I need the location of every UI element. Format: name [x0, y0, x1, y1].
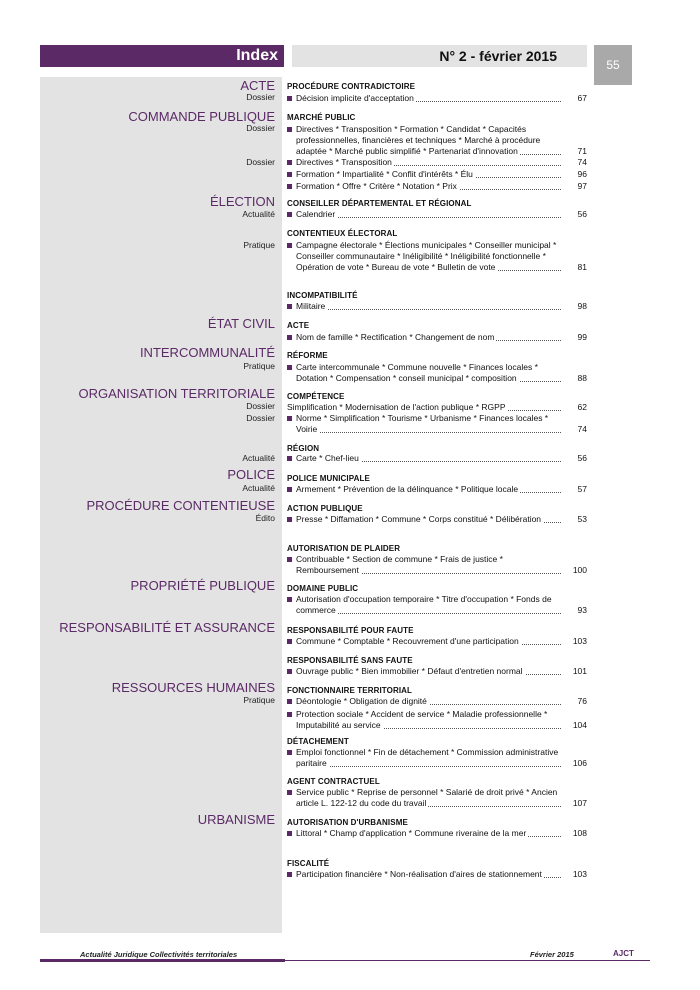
index-entry[interactable]: Service public * Reprise de personnel * Salarié de droit privé * Ancien article L. 122-12 du code du travail 107 — [287, 787, 587, 809]
footer-journal: Actualité Juridique Collectivités territoriales — [80, 950, 238, 959]
page-number: 55 — [594, 45, 632, 85]
category-label: RÉGION — [287, 444, 320, 453]
issue-label: N° 2 - février 2015 — [292, 45, 587, 67]
section-heading: ÉLECTION — [209, 194, 275, 209]
index-entry[interactable]: Norme * Simplification * Tourisme * Urbanisme * Finances locales * Voirie 74 — [287, 413, 587, 435]
section-subtitle: Pratique — [243, 240, 275, 250]
footer-brand: AJCT — [613, 949, 634, 958]
category-label: MARCHÉ PUBLIC — [287, 113, 356, 122]
section-heading: RESSOURCES HUMAINES — [111, 680, 275, 695]
section-heading: RESPONSABILITÉ ET ASSURANCE — [59, 620, 275, 635]
section-subtitle: Actualité — [242, 453, 275, 463]
category-label: RÉFORME — [287, 351, 328, 360]
index-entry[interactable]: Protection sociale * Accident de service * Maladie professionnelle * Imputabilité au service 104 — [287, 709, 587, 731]
category-label: ACTE — [287, 321, 310, 330]
index-entry[interactable]: Littoral * Champ d'application * Commune riveraine de la mer 108 — [287, 828, 587, 839]
category-label: DÉTACHEMENT — [287, 737, 349, 746]
footer-rule — [40, 959, 285, 962]
category-label: AGENT CONTRACTUEL — [287, 777, 380, 786]
section-heading: ACTE — [240, 78, 275, 93]
index-entry[interactable]: Formation * Offre * Critère * Notation * Prix 97 — [287, 181, 587, 192]
section-subtitle: Dossier — [246, 123, 275, 133]
index-entry[interactable]: Presse * Diffamation * Commune * Corps constitué * Délibération 53 — [287, 514, 587, 525]
category-label: ACTION PUBLIQUE — [287, 504, 363, 513]
index-entry[interactable]: Militaire 98 — [287, 301, 587, 312]
section-subtitle: Pratique — [243, 361, 275, 371]
index-entry[interactable]: Simplification * Modernisation de l'action publique * RGPP 62 — [287, 402, 587, 412]
section-heading: ORGANISATION TERRITORIALE — [78, 386, 275, 401]
index-entry[interactable]: Armement * Prévention de la délinquance * Politique locale 57 — [287, 484, 587, 495]
index-entry[interactable]: Directives * Transposition * Formation * Candidat * Capacités professionnelles, financières et techniques * Marché à procédure adaptée * Marché public simplifié * Partenariat d'innovation 71 — [287, 124, 587, 157]
section-heading: URBANISME — [197, 812, 275, 827]
footer-date: Février 2015 — [530, 950, 574, 959]
category-label: RESPONSABILITÉ POUR FAUTE — [287, 626, 414, 635]
category-label: RESPONSABILITÉ SANS FAUTE — [287, 656, 413, 665]
index-entry[interactable]: Autorisation d'occupation temporaire * Titre d'occupation * Fonds de commerce 93 — [287, 594, 587, 616]
category-label: INCOMPATIBILITÉ — [287, 291, 358, 300]
index-entry[interactable]: Ouvrage public * Bien immobilier * Défaut d'entretien normal 101 — [287, 666, 587, 677]
index-entry[interactable]: Commune * Comptable * Recouvrement d'une participation 103 — [287, 636, 587, 647]
section-heading: COMMANDE PUBLIQUE — [128, 109, 275, 124]
category-label: CONSEILLER DÉPARTEMENTAL ET RÉGIONAL — [287, 199, 472, 208]
index-entry[interactable]: Formation * Impartialité * Conflit d'intérêts * Élu 96 — [287, 169, 587, 180]
index-entry[interactable]: Emploi fonctionnel * Fin de détachement * Commission administrative paritaire 106 — [287, 747, 587, 769]
index-entry[interactable]: Déontologie * Obligation de dignité 76 — [287, 696, 587, 707]
index-entry[interactable]: Décision implicite d'acceptation 67 — [287, 93, 587, 104]
section-heading: ÉTAT CIVIL — [207, 316, 275, 331]
index-title: Index — [40, 45, 284, 67]
index-entry[interactable]: Calendrier 56 — [287, 209, 587, 220]
category-label: PROCÉDURE CONTRADICTOIRE — [287, 82, 416, 91]
index-entry[interactable]: Carte * Chef-lieu 56 — [287, 453, 587, 464]
category-label: AUTORISATION DE PLAIDER — [287, 544, 401, 553]
index-entry[interactable]: Participation financière * Non-réalisation d'aires de stationnement 103 — [287, 869, 587, 880]
section-subtitle: Pratique — [243, 695, 275, 705]
index-entry[interactable]: Nom de famille * Rectification * Changement de nom 99 — [287, 332, 587, 343]
index-entry[interactable]: Campagne électorale * Élections municipales * Conseiller municipal * Conseiller communautaire * Inéligibilité * Inéligibilité fonctionnelle * Opération de vote * Bureau de vote * Bulletin de vote 81 — [287, 240, 587, 273]
category-label: DOMAINE PUBLIC — [287, 584, 359, 593]
section-subtitle: Édito — [255, 513, 275, 523]
section-heading: PROCÉDURE CONTENTIEUSE — [86, 498, 275, 513]
section-subtitle: Dossier — [246, 413, 275, 423]
category-label: POLICE MUNICIPALE — [287, 474, 370, 483]
index-entry[interactable]: Carte intercommunale * Commune nouvelle * Finances locales * Dotation * Compensation * conseil municipal * composition 88 — [287, 362, 587, 384]
section-subtitle: Dossier — [246, 401, 275, 411]
section-heading: PROPRIÉTÉ PUBLIQUE — [130, 578, 275, 593]
category-label: AUTORISATION D'URBANISME — [287, 818, 408, 827]
section-subtitle: Dossier — [246, 92, 275, 102]
category-label: FONCTIONNAIRE TERRITORIAL — [287, 686, 413, 695]
footer-rule-thin — [285, 960, 650, 961]
category-label: COMPÉTENCE — [287, 392, 345, 401]
index-entry[interactable]: Contribuable * Section de commune * Frais de justice * Remboursement 100 — [287, 554, 587, 576]
index-entry[interactable]: Directives * Transposition 74 — [287, 157, 587, 168]
section-subtitle: Actualité — [242, 209, 275, 219]
section-subtitle: Actualité — [242, 483, 275, 493]
section-subtitle: Dossier — [246, 157, 275, 167]
category-label: FISCALITÉ — [287, 859, 330, 868]
category-label: CONTENTIEUX ÉLECTORAL — [287, 229, 398, 238]
section-heading: INTERCOMMUNALITÉ — [139, 345, 275, 360]
section-heading: POLICE — [227, 467, 275, 482]
